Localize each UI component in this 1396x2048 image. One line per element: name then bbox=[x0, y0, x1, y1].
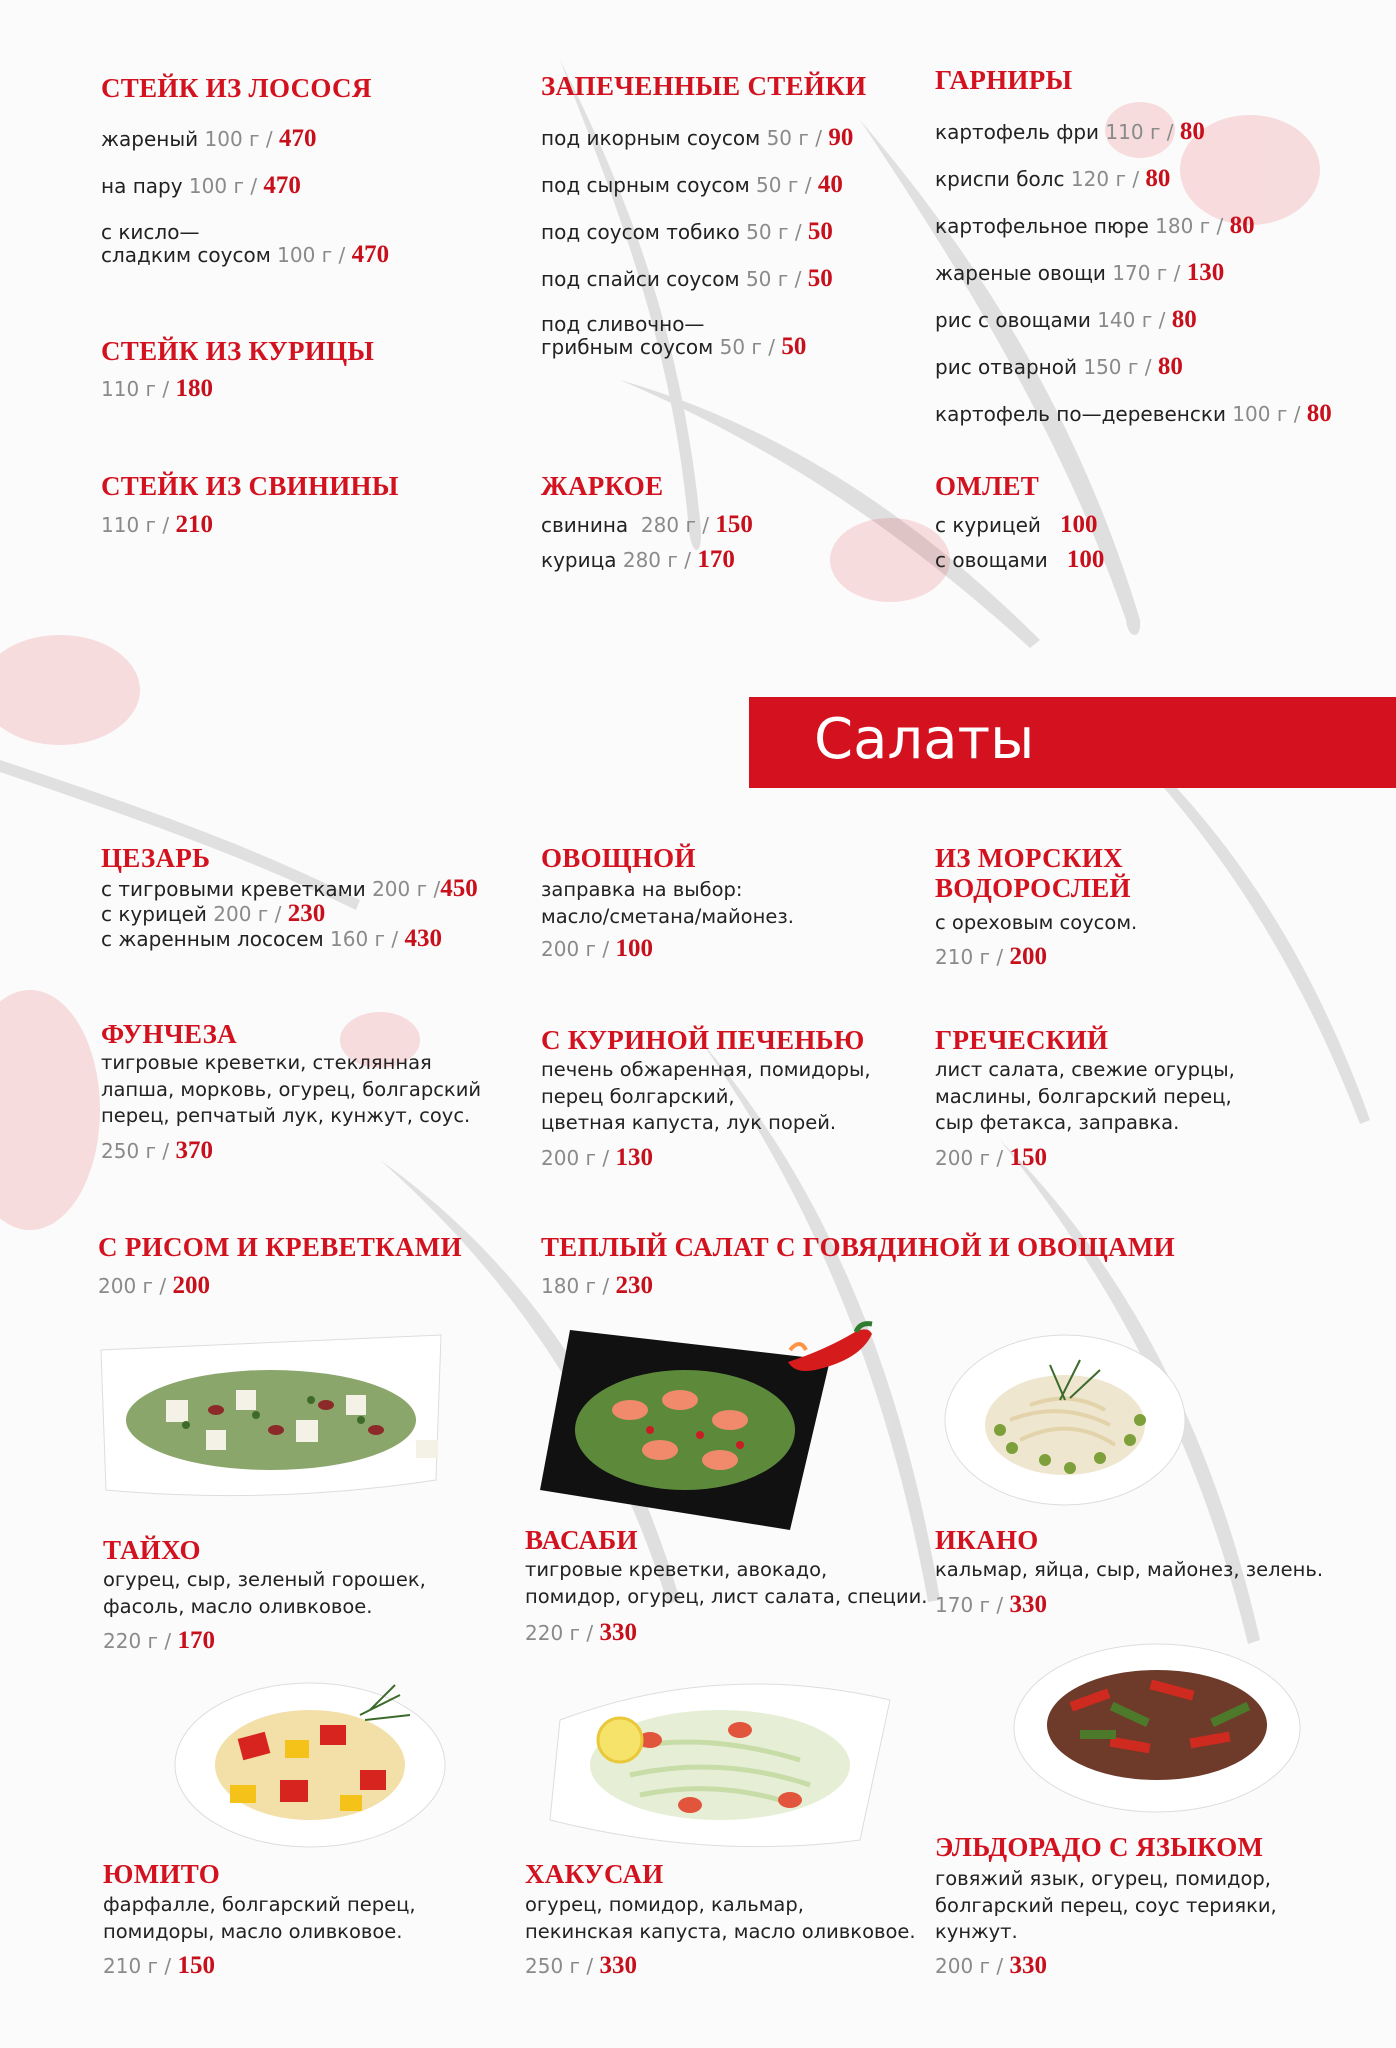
vegetable-salad-title: ОВОЩНОЙ bbox=[541, 843, 696, 873]
eldorado-title: ЭЛЬДОРАДО С ЯЗЫКОМ bbox=[935, 1832, 1264, 1862]
chili-pepper-icon bbox=[780, 1320, 880, 1380]
menu-item: картофель фри 110 г / 80 bbox=[935, 118, 1205, 145]
dish-description: говяжий язык, огурец, помидор, болгарский перец, соус терияки, кунжут. bbox=[935, 1867, 1277, 1944]
dish-description: лист салата, свежие огурцы, маслины, болгарский перец, сыр фетакса, заправка. bbox=[935, 1058, 1235, 1135]
menu-item: жареные овощи 170 г / 130 bbox=[935, 259, 1225, 286]
menu-item: 250 г / 330 bbox=[525, 1952, 637, 1979]
menu-item: 200 г / 130 bbox=[541, 1144, 653, 1171]
menu-item: 200 г / 100 bbox=[541, 935, 653, 962]
dish-description: тигровые креветки, авокадо, помидор, огурец, лист салата, специи. bbox=[525, 1558, 928, 1608]
menu-item: свинина 280 г / 150 bbox=[541, 511, 753, 538]
sides-title: ГАРНИРЫ bbox=[935, 65, 1073, 95]
yumito-title: ЮМИТО bbox=[103, 1859, 221, 1889]
menu-item: рис отварной 150 г / 80 bbox=[935, 353, 1183, 380]
menu-item: криспи болс 120 г / 80 bbox=[935, 165, 1171, 192]
roast-title: ЖАРКОЕ bbox=[541, 471, 664, 501]
menu-item: 220 г / 330 bbox=[525, 1619, 637, 1646]
salmon-steak-title: СТЕЙК ИЗ ЛОСОСЯ bbox=[101, 73, 372, 103]
seaweed-salad-title: ИЗ МОРСКИХ ВОДОРОСЛЕЙ bbox=[935, 843, 1131, 903]
greek-salad-title: ГРЕЧЕСКИЙ bbox=[935, 1025, 1109, 1055]
chicken-steak-title: СТЕЙК ИЗ КУРИЦЫ bbox=[101, 336, 375, 366]
menu-item: картофель по—деревенски 100 г / 80 bbox=[935, 400, 1332, 427]
menu-item: курица 280 г / 170 bbox=[541, 546, 735, 573]
menu-item: под соусом тобико 50 г / 50 bbox=[541, 218, 833, 245]
chicken-liver-salad-title: С КУРИНОЙ ПЕЧЕНЬЮ bbox=[541, 1025, 865, 1055]
caesar-title: ЦЕЗАРЬ bbox=[101, 843, 211, 873]
menu-item: с кисло— сладким соусом 100 г / 470 bbox=[101, 220, 390, 268]
menu-item: 110 г / 210 bbox=[101, 511, 213, 538]
pork-steak-title: СТЕЙК ИЗ СВИНИНЫ bbox=[101, 471, 399, 501]
menu-item: с овощами 100 bbox=[935, 546, 1105, 573]
menu-item: рис с овощами 140 г / 80 bbox=[935, 306, 1197, 333]
dish-description: заправка на выбор: масло/сметана/майонез. bbox=[541, 878, 794, 928]
taiho-title: ТАЙХО bbox=[103, 1535, 201, 1565]
wasabi-title: ВАСАБИ bbox=[525, 1525, 638, 1555]
menu-item: 200 г / 200 bbox=[98, 1272, 210, 1299]
menu-item: 200 г / 150 bbox=[935, 1144, 1047, 1171]
menu-item: под сливочно— грибным соусом 50 г / 50 bbox=[541, 312, 807, 360]
menu-item: 110 г / 180 bbox=[101, 375, 213, 402]
menu-item: 210 г / 200 bbox=[935, 943, 1047, 970]
menu-item: под спайси соусом 50 г / 50 bbox=[541, 265, 833, 292]
funchoza-title: ФУНЧЕЗА bbox=[101, 1019, 237, 1049]
omelet-title: ОМЛЕТ bbox=[935, 471, 1040, 501]
rice-shrimp-salad-title: С РИСОМ И КРЕВЕТКАМИ bbox=[98, 1232, 462, 1262]
menu-item: с жаренным лососем 160 г / 430 bbox=[101, 925, 443, 952]
menu-item: под икорным соусом 50 г / 90 bbox=[541, 124, 854, 151]
dish-description: огурец, помидор, кальмар, пекинская капуста, масло оливковое. bbox=[525, 1893, 916, 1943]
hakusai-salad-photo bbox=[540, 1660, 900, 1860]
menu-item: жареный 100 г / 470 bbox=[101, 125, 317, 152]
menu-item: 210 г / 150 bbox=[103, 1952, 215, 1979]
dish-description: с ореховым соусом. bbox=[935, 911, 1138, 934]
dish-description: тигровые креветки, стеклянная лапша, морковь, огурец, болгарский перец, репчатый лук, кунжут, соус. bbox=[101, 1051, 482, 1128]
menu-item: картофельное пюре 180 г / 80 bbox=[935, 212, 1255, 239]
ikano-title: ИКАНО bbox=[935, 1525, 1039, 1555]
salads-banner bbox=[749, 697, 1396, 788]
menu-item: 250 г / 370 bbox=[101, 1137, 213, 1164]
salads-heading: Салаты bbox=[814, 707, 1035, 772]
dish-description: печень обжаренная, помидоры, перец болгарский, цветная капуста, лук порей. bbox=[541, 1058, 871, 1135]
taiho-salad-photo bbox=[96, 1330, 446, 1510]
baked-steaks-title: ЗАПЕЧЕННЫЕ СТЕЙКИ bbox=[541, 71, 867, 101]
menu-item: с тигровыми креветками 200 г /450 bbox=[101, 875, 478, 902]
dish-description: фарфалле, болгарский перец, помидоры, масло оливковое. bbox=[103, 1893, 416, 1943]
warm-beef-salad-title: ТЕПЛЫЙ САЛАТ С ГОВЯДИНОЙ И ОВОЩАМИ bbox=[541, 1232, 1175, 1262]
menu-item: 200 г / 330 bbox=[935, 1952, 1047, 1979]
menu-item: 180 г / 230 bbox=[541, 1272, 653, 1299]
dish-description: огурец, сыр, зеленый горошек, фасоль, масло оливковое. bbox=[103, 1568, 426, 1618]
menu-item: 170 г / 330 bbox=[935, 1591, 1047, 1618]
menu-item: 220 г / 170 bbox=[103, 1627, 215, 1654]
dish-description: кальмар, яйца, сыр, майонез, зелень. bbox=[935, 1558, 1324, 1581]
menu-item: под сырным соусом 50 г / 40 bbox=[541, 171, 843, 198]
menu-item: с курицей 200 г / 230 bbox=[101, 900, 326, 927]
eldorado-salad-photo bbox=[1010, 1640, 1305, 1815]
yumito-salad-photo bbox=[170, 1675, 450, 1850]
hakusai-title: ХАКУСАИ bbox=[525, 1859, 664, 1889]
ikano-salad-photo bbox=[940, 1330, 1190, 1510]
menu-item: на пару 100 г / 470 bbox=[101, 172, 301, 199]
menu-item: с курицей 100 bbox=[935, 511, 1098, 538]
